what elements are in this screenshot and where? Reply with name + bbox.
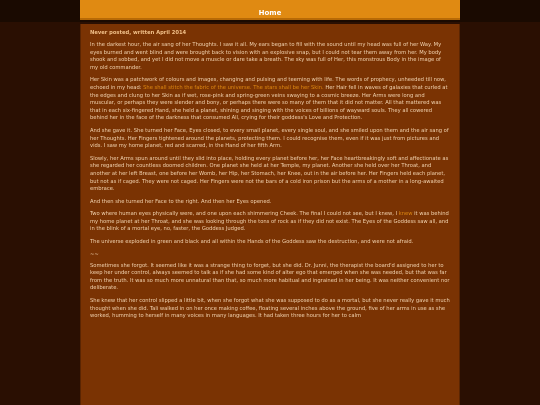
paragraph-2-text-a: Her Skin was a patchwork of colours and images, changing and pulsing and teeming with life. The words of prophecy, unheeded till now, echoed in my head:: [90, 77, 446, 91]
paragraph-9: She knew that her control slipped a little bit, when she forgot what she was supposed to do as a mortal, but she never really gave it much thought when she did. Tali walked in on her once making coffee, floating several inches above the ground, five of her arms in use as she worked, humming to herself in many voices in many languages. It had taken three hours for her to calm: [90, 298, 450, 320]
section-separator: ~~: [90, 251, 99, 258]
knew-highlight: knew: [398, 211, 413, 218]
paragraph-6: [90, 211, 450, 234]
paragraph-7: The universe exploded in green and black and all within the Hands of the Goddess saw the destruction, and were not afraid.: [90, 239, 414, 246]
home-link[interactable]: Home: [258, 9, 282, 17]
prophecy-highlight: She shall stitch the fabric of the universe. The stars shall be her Skin.: [143, 84, 324, 91]
paragraph-1: In the darkest hour, the air sang of her Thoughts. I saw it all. My ears began to fill with the sound until my head was full of her Way. My eyes burned and went blind and were brought back to vision with an explosive snap, but I could not tear them away from her. My body shook and sobbed, and yet I did not move a muscle or dare take a breath. The sky was full of Her, this monstrous Body in the image of my old commander.: [90, 42, 442, 71]
paragraph-8: Sometimes she forgot. It seemed like it was a strange thing to forget, but she did. Dr. Junni, the therapist the board'd assigned to her to keep her under control, always seemed to talk as if she had some kind of alter ego that emerged when she was needed, but that was far from the truth. It was so much more unnatural than that, so much more habitual and ingrained in her being. It was neither convenient nor deliberate.: [90, 262, 450, 292]
post-content: [80, 24, 460, 405]
paragraph-6-text-a: Two where human eyes physically were, and one upon each shimmering Cheek. The final I could not see, but I knew, I: [90, 211, 399, 218]
paragraph-3: And she gave it. She turned her Face, Eyes closed, to every small planet, every single soul, and she smiled upon them and the air sang of her Thoughts. Her Fingers tightened around the planets, protecting them. I could recognise them, even if it was just from pictures and vids. I saw my home planet, red and scarred, in the Hand of her fifth Arm.: [90, 127, 449, 150]
paragraph-5: And then she turned her Face to the right. And then her Eyes opened.: [90, 198, 272, 205]
paragraph-6-text-b: it was behind my home planet at her Throat, and she was looking through the tons of rock as if they did not exist. The Eyes of the Goddess saw all, and in the blink of a mortal eye, no, faster, the Goddess Judged.: [90, 211, 449, 233]
paragraph-2: [90, 77, 450, 123]
paragraph-2-text-b: Her Hair fell in waves of galaxies that curled at the edges and clung to her Skin as if wet, rose-pink and spring-green veins swaying to a cosmic breeze. Her Arms were long and muscular, or perhaps they were slender and bony, or perhaps there were so many of them that it did not matter. All that mattered was that in each six-fingered Hand, she held a planet, shining and singing with the voices of billions of wayward souls. They all cowered behind her in the face of the darkness that consumed All, crying for their goddess's Love and Protection.: [90, 84, 448, 122]
post-date: Never posted, written April 2014: [90, 30, 187, 36]
paragraph-4: Slowly, her Arms spun around until they slid into place, holding every planet before her, her Face heartbreakingly soft and affectionate as she regarded her countless doomed children. One planet she held at her Temple, my planet. Another she held over her Throat, and another at her left Breast, one before her Womb, her Hip, her Stomach, her Knee, out in the air before her. Her Fingers held each planet, but not as if caged. They were not caged. Her Fingers were not the bars of a cold iron prison but the arms of a mother in a long-awaited embrace.: [90, 155, 449, 193]
nav-bar: [80, 0, 460, 20]
